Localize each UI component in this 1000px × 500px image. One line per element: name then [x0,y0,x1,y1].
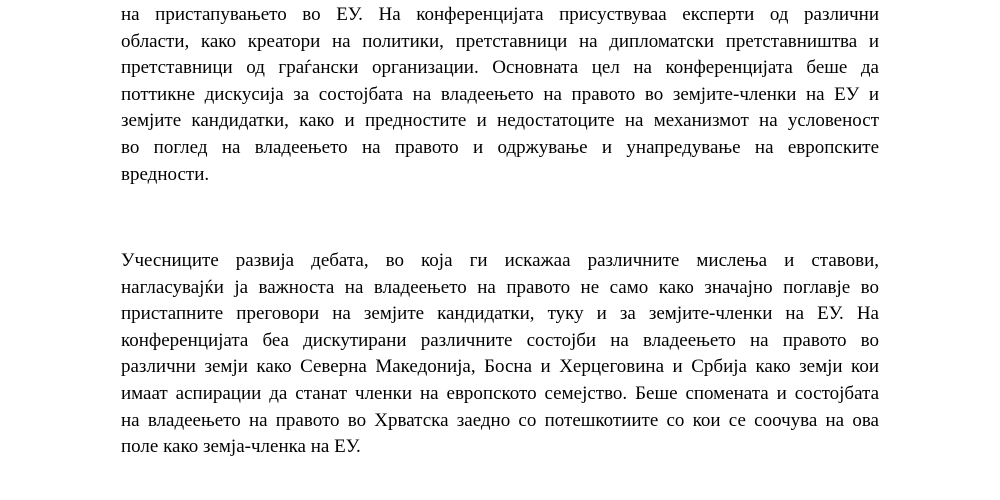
text-line: вредности. [121,163,210,185]
text-line: нагласувајќи ја важноста на владеењето на правото не само како значајно поглавје во [121,276,879,298]
text-line: на пристапувањето во ЕУ. На конференцијата присуствуваа експерти од различни [121,4,879,25]
text-line: поле како земја-членка на ЕУ. [121,436,361,458]
paragraph-debate-summary [121,248,879,461]
text-line: претставници од граѓански организации. Основната цел на конференцијата беше да [121,57,879,79]
text-line: Учесниците развија дебата, во која ги искажаа различните мислења и ставови, [121,250,879,271]
text-line: поттикне дискусија за состојбата на владеењето на правото во земјите-членки на ЕУ и [121,83,879,105]
text-line: области, како креатори на политики, претставници на дипломатски претставништва и [121,30,879,52]
text-line: различни земји како Северна Македонија, Босна и Херцеговина и Србија како земји кои [121,356,879,378]
text-line: пристапните преговори на земјите кандидатки, туку и за земјите-членки на ЕУ. На [121,303,879,325]
text-line: имаат аспирации да станат членки на европското семејство. Беше спомената и состојбата [121,382,879,404]
text-line: во поглед на владеењето на правото и одржување и унапредување на европските [121,136,879,158]
text-line: на владеењето на правото во Хрватска заедно со потешкотиите со кои се соочува на ова [121,409,879,431]
paragraph-conference-intro [121,2,879,188]
text-line: земјите кандидатки, како и предностите и недостатоците на механизмот на условеност [121,110,879,132]
text-line: конференцијата беа дискутирани различните состојби на владеењето на правото во [121,329,879,351]
